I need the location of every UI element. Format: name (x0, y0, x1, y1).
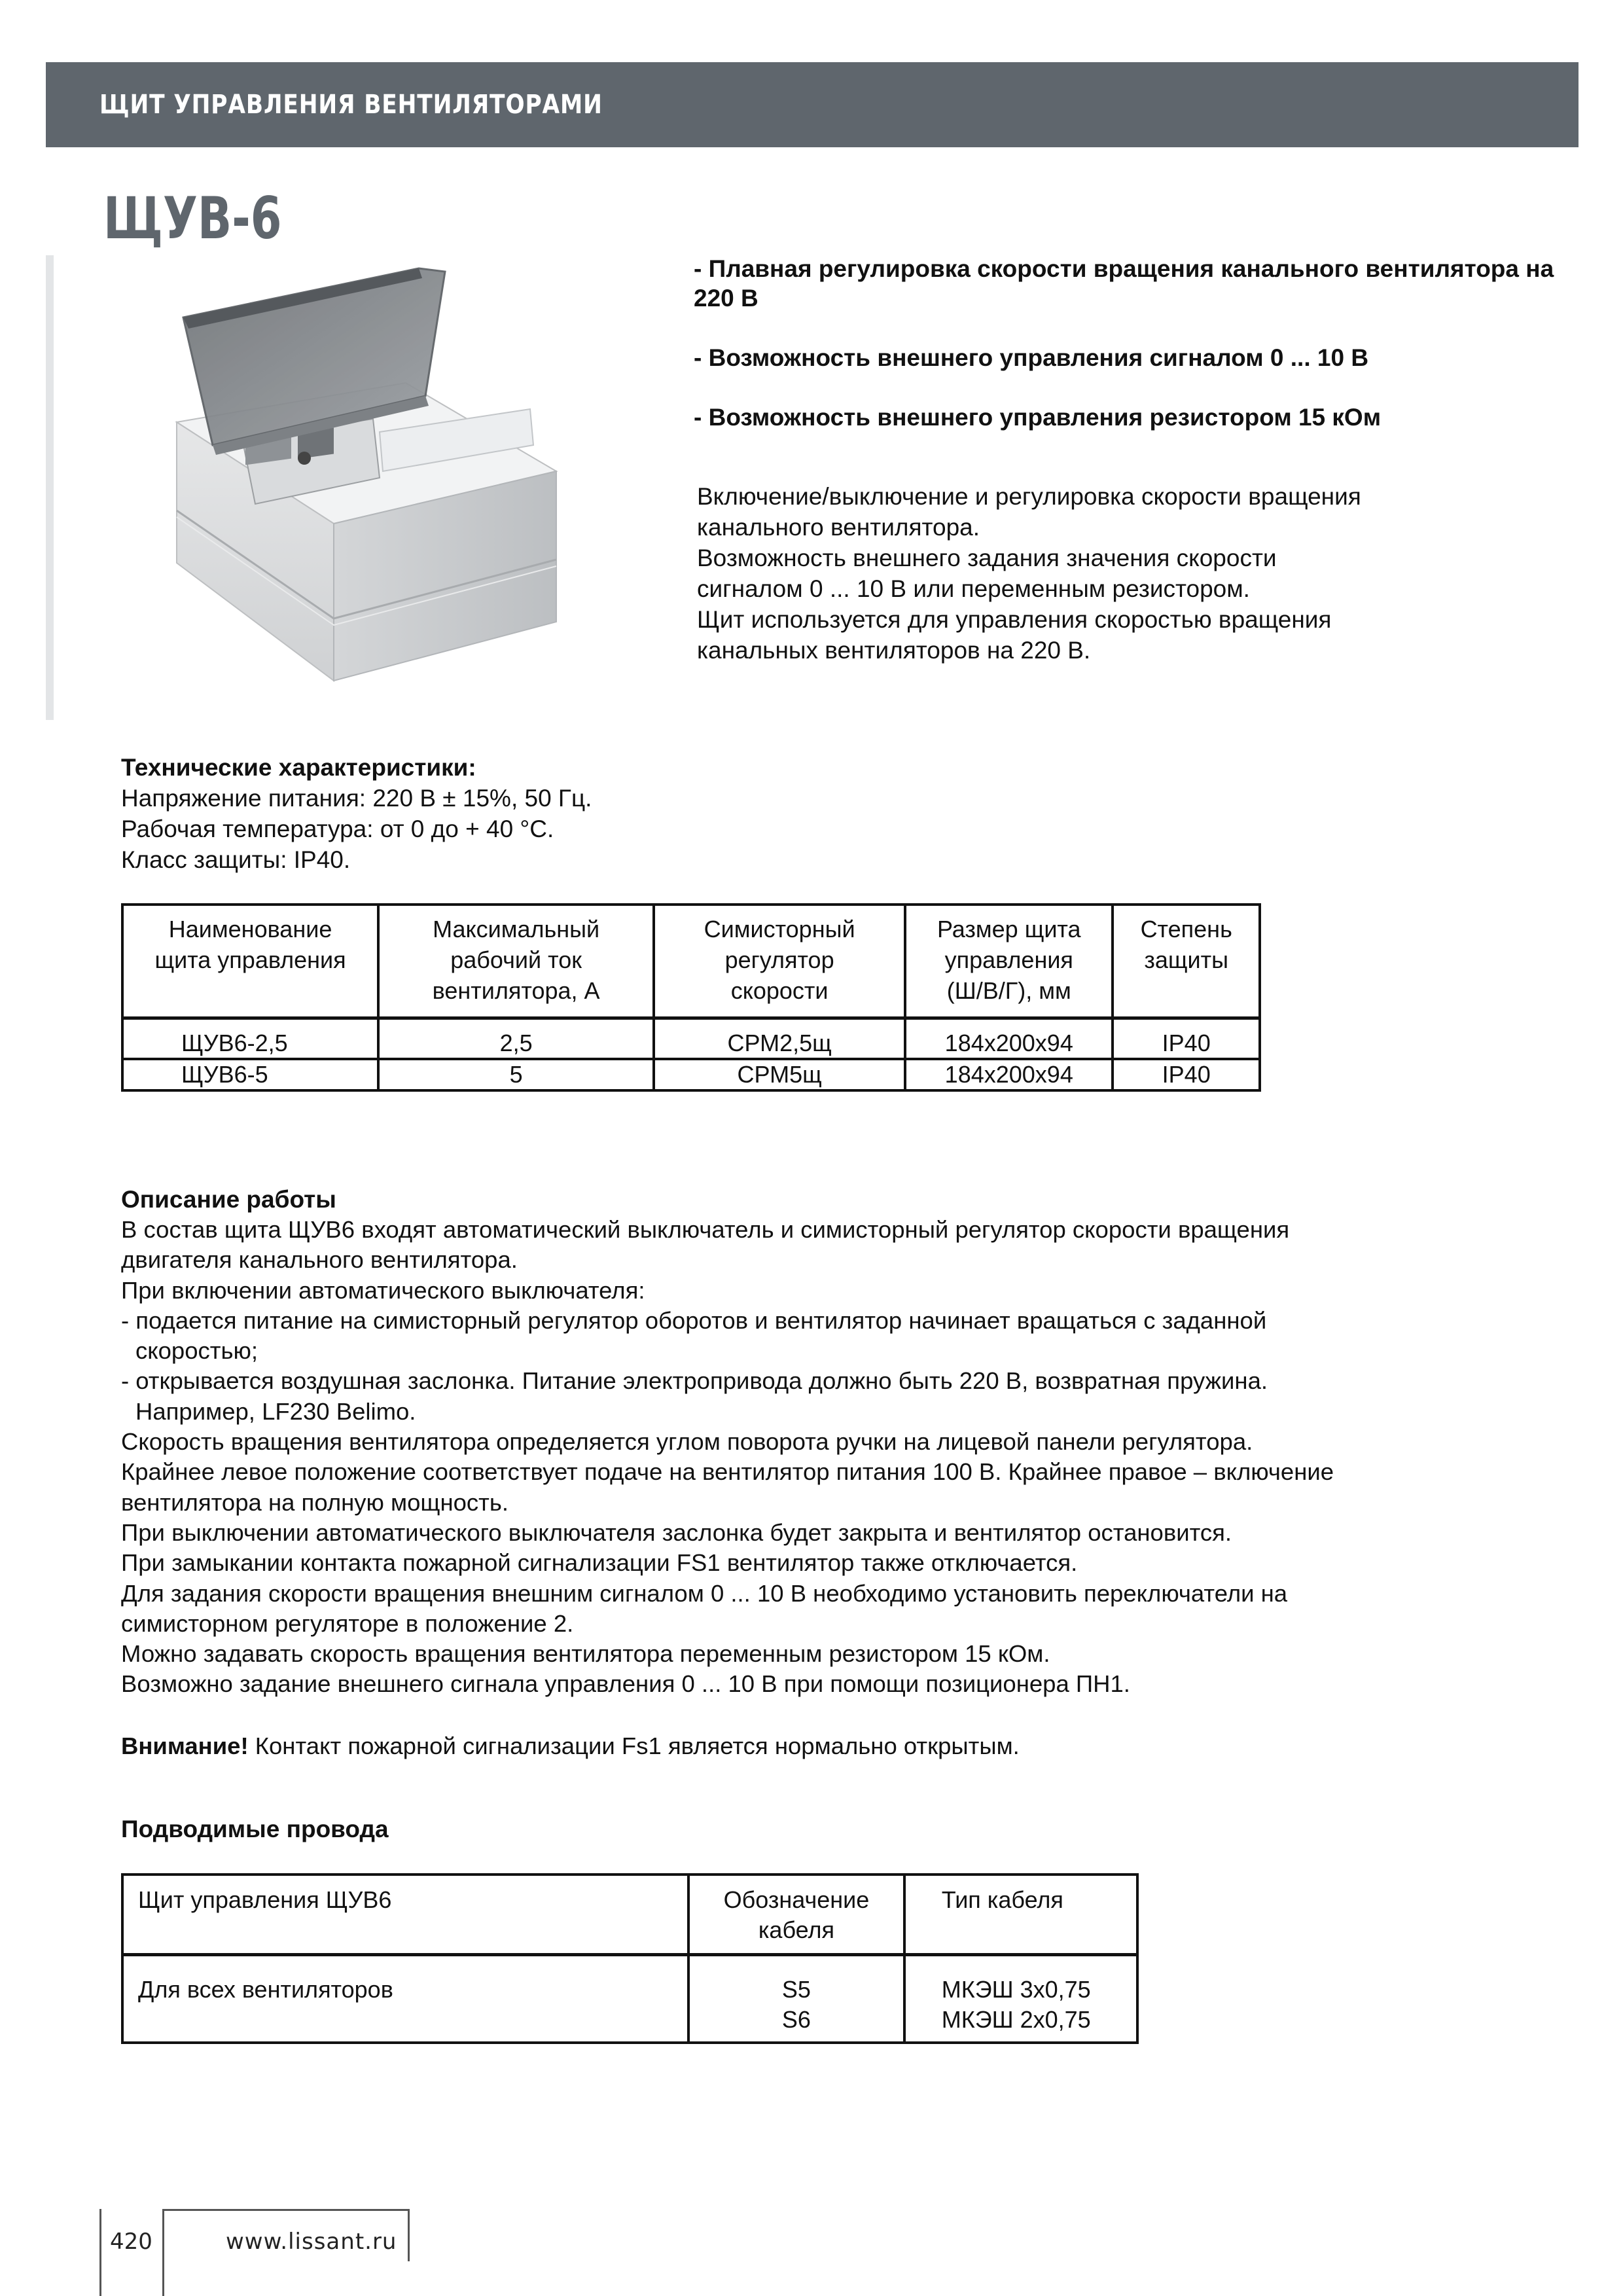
work-line: Например, LF230 Belimo. (135, 1397, 416, 1425)
table-cell: 2,5 (378, 1018, 654, 1060)
table-cell: 5 (378, 1059, 654, 1090)
column-header: Максимальный рабочий ток вентилятора, А (378, 905, 654, 1018)
work-line: двигателя канального вентилятора. (121, 1246, 518, 1274)
table-row (122, 1059, 1260, 1090)
website-url: www.lissant.ru (226, 2229, 397, 2255)
table-row (122, 1955, 1137, 2043)
table-cell: СРМ5щ (654, 1059, 905, 1090)
table-row (122, 1018, 1260, 1060)
work-description (121, 1185, 1580, 1700)
specs-section (121, 753, 1037, 875)
work-line: Скорость вращения вентилятора определяется углом поворота ручки на лицевой панели регулятора. (121, 1428, 1253, 1456)
product-photo (164, 255, 569, 687)
feature-item: - Возможность внешнего управления резистором 15 кОм (694, 404, 1382, 431)
work-line: Для задания скорости вращения внешним сигналом 0 ... 10 В необходимо установить переключатели на (121, 1579, 1288, 1607)
feature-list (694, 254, 1564, 462)
intro-line: канальных вентиляторов на 220 В. (697, 637, 1091, 664)
work-line: скоростью; (135, 1337, 259, 1365)
table-header-row (122, 905, 1260, 1018)
models-table (121, 903, 1261, 1092)
table-cell: СРМ2,5щ (654, 1018, 905, 1060)
specs-heading: Технические характеристики: (121, 754, 476, 781)
column-header: Степень защиты (1113, 905, 1260, 1018)
footer-divider (162, 2209, 164, 2296)
header-title: ЩИТ УПРАВЛЕНИЯ ВЕНТИЛЯТОРАМИ (99, 90, 603, 120)
feature-item: - Плавная регулировка скорости вращения канального вентилятора на 220 В (694, 255, 1554, 312)
work-line: При замыкании контакта пожарной сигнализации FS1 вентилятор также отключается. (121, 1549, 1078, 1577)
spec-line: Рабочая температура: от 0 до + 40 °С. (121, 816, 554, 842)
warning-text: Контакт пожарной сигнализации Fs1 является нормально открытым. (248, 1732, 1020, 1759)
side-rule (46, 255, 54, 720)
column-header: Тип кабеля (904, 1874, 1137, 1955)
table-cell: 184x200x94 (905, 1059, 1113, 1090)
work-line: Возможно задание внешнего сигнала управления 0 ... 10 В при помощи позиционера ПН1. (121, 1670, 1130, 1698)
work-line: При включении автоматического выключателя: (121, 1276, 645, 1304)
page-number: 420 (110, 2229, 152, 2255)
table-cell: IP40 (1113, 1059, 1260, 1090)
column-header: Наименование щита управления (122, 905, 378, 1018)
work-line: - подается питание на симисторный регулятор оборотов и вентилятор начинает вращаться с заданной (121, 1306, 1267, 1334)
footer-divider (162, 2209, 410, 2211)
work-line: В состав щита ЩУВ6 входят автоматический выключатель и симисторный регулятор скорости вращения (121, 1216, 1290, 1243)
work-line: Крайнее левое положение соответствует подаче на вентилятор питания 100 В. Крайнее правое – включение (121, 1458, 1334, 1486)
work-heading: Описание работы (121, 1186, 336, 1213)
intro-text (697, 481, 1567, 666)
column-header: Размер щита управления (Ш/В/Г), мм (905, 905, 1113, 1018)
feature-item: - Возможность внешнего управления сигналом 0 ... 10 В (694, 344, 1369, 371)
warning-note (121, 1731, 1580, 1761)
footer-divider (99, 2209, 101, 2296)
table-cell: ЩУВ6-5 (122, 1059, 378, 1090)
work-line: Можно задавать скорость вращения вентилятора переменным резистором 15 кОм. (121, 1640, 1050, 1668)
intro-line: канального вентилятора. (697, 514, 980, 541)
model-title: ЩУВ-6 (103, 185, 282, 252)
wires-table (121, 1873, 1139, 2044)
work-line: - открывается воздушная заслонка. Питание электропривода должно быть 220 В, возвратная пружина. (121, 1367, 1268, 1395)
footer-divider (408, 2209, 410, 2261)
work-line: При выключении автоматического выключателя заслонка будет закрыта и вентилятор остановится. (121, 1518, 1232, 1546)
table-cell: ЩУВ6-2,5 (122, 1018, 378, 1060)
column-header: Обозначение кабеля (688, 1874, 904, 1955)
column-header: Щит управления ЩУВ6 (122, 1874, 688, 1955)
warning-label: Внимание! (121, 1732, 249, 1759)
table-cell: IP40 (1113, 1018, 1260, 1060)
table-cell: 184x200x94 (905, 1018, 1113, 1060)
intro-line: сигналом 0 ... 10 В или переменным резистором. (697, 575, 1250, 602)
intro-line: Возможность внешнего задания значения скорости (697, 545, 1277, 571)
header-bar (46, 62, 1578, 147)
table-cell: МКЭШ 3x0,75 МКЭШ 2x0,75 (904, 1955, 1137, 2043)
table-cell: S5 S6 (688, 1955, 904, 2043)
table-cell: Для всех вентиляторов (122, 1955, 688, 2043)
intro-line: Включение/выключение и регулировка скорости вращения (697, 483, 1361, 510)
intro-line: Щит используется для управления скоростью вращения (697, 606, 1332, 633)
work-line: вентилятора на полную мощность. (121, 1488, 509, 1516)
spec-line: Напряжение питания: 220 В ± 15%, 50 Гц. (121, 785, 592, 812)
wires-heading: Подводимые провода (121, 1816, 389, 1842)
table-header-row (122, 1874, 1137, 1955)
column-header: Симисторный регулятор скорости (654, 905, 905, 1018)
work-line: симисторном регуляторе в положение 2. (121, 1609, 574, 1637)
spec-line: Класс защиты: IP40. (121, 846, 351, 873)
